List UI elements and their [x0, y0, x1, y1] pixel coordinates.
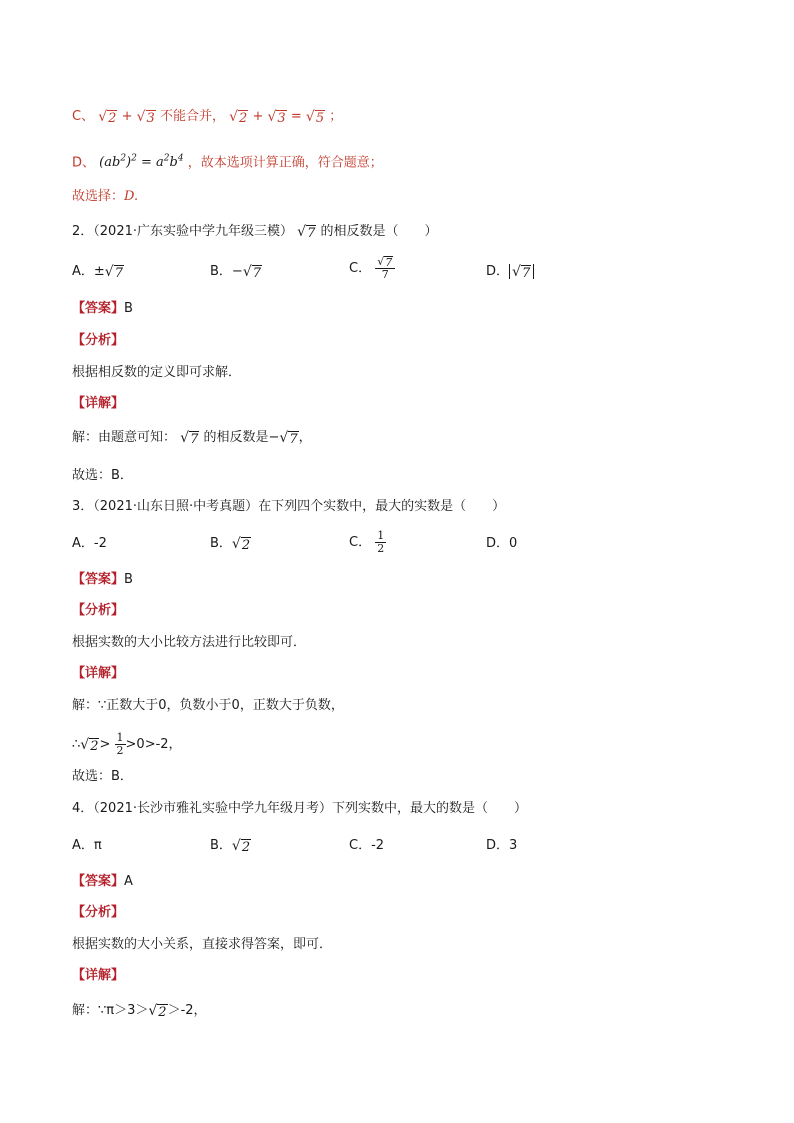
q3-answer: 【答案】B: [72, 572, 133, 587]
fraction-one-half: $\frac{1}{2}$: [377, 529, 385, 555]
fraction-sqrt7-over-7: √ 7 7: [375, 256, 395, 281]
line-d-text: ，故本选项计算正确，符合题意；: [187, 155, 383, 171]
q2-option-d: D． √ 7: [486, 262, 534, 282]
q2-detail-tag: 【详解】: [72, 396, 125, 411]
q4-analysis-tag: 【分析】: [72, 905, 125, 920]
sqrt-2: √ 2: [98, 108, 117, 126]
q2-choice: 故选：B．: [72, 468, 133, 483]
sqrt-2: √ 2: [229, 108, 248, 126]
formula-ab-power: $(ab^2)^2 = a^2b^4$: [99, 154, 184, 171]
q3-analysis: 根据实数的大小比较方法进行比较即可．: [72, 635, 307, 650]
q4-option-c: C．-2: [349, 838, 385, 853]
q3-detail-line2: ∴ √ 2 > $\frac{1}{2}$ >0>-2，: [72, 731, 182, 757]
q2-stem: 2．（2021·广东实验中学九年级三模） √ 7 的相反数是（ ）: [72, 223, 438, 241]
line-c-text: 不能合并，: [159, 109, 225, 124]
q3-detail-line1: 解：∵正数大于0，负数小于0，正数大于负数，: [72, 698, 344, 713]
line-c-prefix: C、: [72, 109, 95, 124]
q3-detail-tag: 【详解】: [72, 666, 125, 681]
q2-analysis: 根据相反数的定义即可求解．: [72, 365, 242, 380]
q2-detail: 解：由题意可知： √ 7 的相反数是− √ 7 ，: [72, 429, 312, 447]
q2-answer: 【答案】B: [72, 301, 133, 316]
q2-option-a: A．± √ 7: [72, 263, 123, 281]
q2-analysis-tag: 【分析】: [72, 333, 125, 348]
sqrt-7: √ 7: [297, 223, 316, 241]
sqrt-3: √ 3: [267, 108, 286, 126]
line-d: [72, 149, 383, 173]
sqrt-5: √ 5: [305, 108, 325, 126]
q4-stem: 4．（2021·长沙市雅礼实验中学九年级月考）下列实数中，最大的数是（ ）: [72, 801, 527, 816]
q4-detail: 解：∵π＞3＞ √ 2 ＞-2，: [72, 1002, 207, 1020]
q3-option-b: B． √ 2: [210, 535, 251, 553]
q4-detail-tag: 【详解】: [72, 968, 125, 983]
q3-option-d: D．0: [486, 536, 518, 551]
q4-option-a: A．π: [72, 838, 102, 853]
sqrt-3: √ 3: [136, 108, 155, 126]
q3-choice: 故选：B．: [72, 769, 133, 784]
q4-option-b: B． √ 2: [210, 837, 251, 855]
q3-analysis-tag: 【分析】: [72, 603, 125, 618]
q3-option-c: C． $\frac{1}{2}$: [349, 529, 385, 555]
line-c: C、 √ 2 + √ 3 不能合并， √ 2 + √ 3 = √ 5 ；: [72, 108, 343, 126]
q3-stem: 3．（2021·山东日照·中考真题）在下列四个实数中，最大的实数是（ ）: [72, 499, 506, 514]
q4-analysis: 根据实数的大小关系，直接求得答案，即可．: [72, 937, 333, 952]
q4-option-d: D．3: [486, 838, 518, 853]
q3-option-a: A．-2: [72, 536, 107, 551]
q1-choice: 故选择：D.: [72, 189, 139, 204]
q2-option-b: B．− √ 7: [210, 263, 262, 281]
q4-answer: 【答案】A: [72, 874, 133, 889]
q2-option-c: C． √ 7 7: [349, 256, 395, 281]
line-d-prefix: D、: [72, 155, 96, 171]
